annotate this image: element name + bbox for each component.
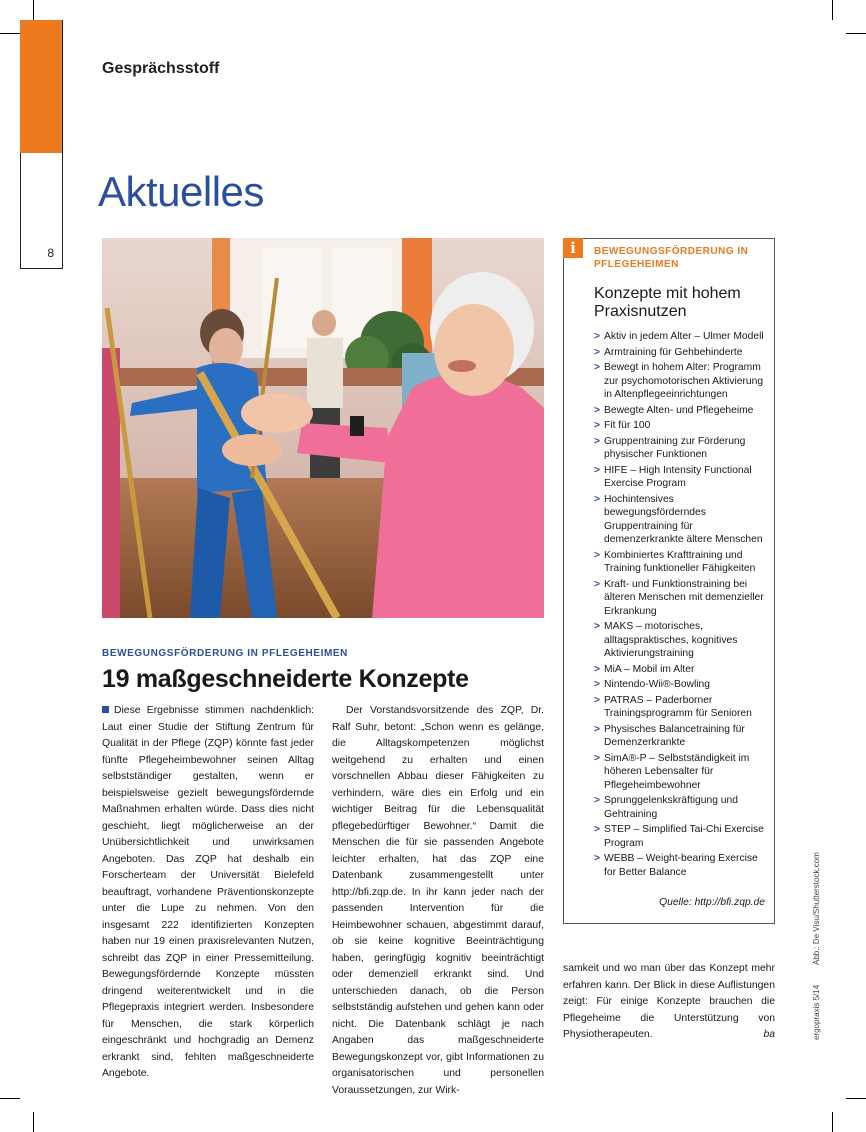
chevron-right-icon: >	[594, 404, 601, 416]
article-column-3	[563, 961, 775, 1044]
author-signature: ba	[763, 1029, 775, 1040]
chevron-right-icon: >	[594, 464, 601, 476]
article-photo	[102, 238, 544, 618]
article-headline: 19 maßgeschneiderte Konzepte	[102, 665, 469, 693]
chevron-right-icon: >	[594, 752, 601, 764]
list-item: > Bewegt in hohem Alter: Programm zur psychomotorischen Aktivierung in Altenpflegeeinrichtungen	[594, 362, 764, 400]
list-item: > Bewegte Alten- und Pflegeheime	[594, 404, 754, 416]
crop-mark	[33, 1112, 34, 1132]
start-square-icon	[102, 706, 109, 713]
article-column-1	[102, 703, 314, 1083]
chevron-right-icon: >	[594, 853, 601, 864]
chevron-right-icon: >	[594, 663, 601, 675]
list-item: > Kombiniertes Krafttraining und Training funktioneller Fähigkeiten	[594, 549, 756, 574]
list-item: > Armtraining für Gehbehinderte	[594, 346, 743, 358]
chevron-right-icon: >	[594, 362, 601, 373]
chevron-right-icon: >	[594, 694, 601, 706]
list-item: > WEBB – Weight-bearing Exercise for Better Balance	[594, 853, 758, 878]
list-item: > MiA – Mobil im Alter	[594, 663, 695, 675]
image-credit: Abb.: De Visu/Shutterstock.com	[812, 852, 821, 965]
info-box-source: Quelle: http://bfi.zqp.de	[659, 897, 765, 908]
crop-mark	[832, 0, 833, 20]
chevron-right-icon: >	[594, 824, 601, 835]
article-text: Diese Ergebnisse stimmen nachdenklich: Laut einer Studie der Stiftung Zentrum für Qualität in der Pflege (ZQP) könnte fast jeder fünfte Pflegeheimbewohner seinen Alltag selbstständiger gestalten, wenn er beispielsweise gezielt bewegungsfördernde Maßnahmen erhalten würde. Dass dies nicht geschieht, liegt möglicherweise an der Unübersichtlichkeit und unwirksamen Angeboten. Das ZQP hat deshalb ein Forscherteam der Universität Bielefeld beauftragt, vorhandene Präventionskonzepte unter die Lupe zu nehmen. Von den insgesamt 222 identifizierten Konzepten haben nur 19 einen praxisrelevanten Nutzen, schreibt das ZQP in einer Pressemitteilung. Bewegungsfördernde Konzepte müssten dringend weiterentwickelt und in die Pflegepraxis integriert werden. Insbesondere für Menschen, die stark körperlich eingeschränkt und hochgradig an Demenz erkrankt sind, fehlten maßgeschneiderte Angebote.	[102, 705, 314, 1079]
crop-mark	[846, 33, 866, 34]
crop-mark	[33, 0, 34, 20]
chevron-right-icon: >	[594, 435, 601, 447]
chevron-right-icon: >	[594, 723, 601, 735]
chevron-right-icon: >	[594, 493, 601, 505]
chevron-right-icon: >	[594, 621, 601, 632]
article-kicker: BEWEGUNGSFÖRDERUNG IN PFLEGEHEIMEN	[102, 648, 348, 659]
list-item: > HIFE – High Intensity Functional Exercise Program	[594, 464, 752, 489]
chevron-right-icon: >	[594, 679, 601, 690]
crop-mark	[846, 1098, 866, 1099]
list-item: > Hochintensives bewegungsförderndes Gruppentraining für demenzerkrankte ältere Menschen	[594, 493, 763, 545]
concept-list	[594, 330, 769, 881]
list-item: > SimA®-P – Selbstständigkeit im höheren Lebensalter für Pflegeheimbewohner	[594, 752, 750, 791]
list-item: > STEP – Simplified Tai-Chi Exercise Program	[594, 824, 764, 849]
chevron-right-icon: >	[594, 795, 601, 806]
chevron-right-icon: >	[594, 420, 601, 431]
list-item: > Fit für 100	[594, 420, 651, 431]
chevron-right-icon: >	[594, 578, 601, 590]
chevron-right-icon: >	[594, 549, 601, 561]
page-number: 8	[47, 246, 54, 260]
list-item: > PATRAS – Paderborner Trainingsprogramm für Senioren	[594, 694, 752, 719]
margin-rule	[62, 20, 63, 268]
chevron-right-icon: >	[594, 346, 601, 358]
page-title: Aktuelles	[98, 168, 264, 215]
article-column-2	[332, 703, 544, 1099]
list-item: > Nintendo-Wii®-Bowling	[594, 679, 711, 690]
section-heading: Gesprächsstoff	[102, 60, 220, 77]
info-box-title: Konzepte mit hohem Praxisnutzen	[594, 285, 741, 320]
list-item: > MAKS – motorisches, alltagspraktisches, kognitives Aktivierungstraining	[594, 621, 738, 659]
list-item: > Gruppentraining zur Förderung physischer Funktionen	[594, 435, 746, 460]
info-box-kicker: BEWEGUNGSFÖRDERUNG IN PFLEGEHEIMEN	[594, 246, 749, 270]
info-icon: i	[563, 238, 583, 258]
section-color-tab	[20, 20, 63, 153]
seniors-exercise-photo	[102, 238, 544, 618]
list-item: > Physisches Balancetraining für Demenzerkrankte	[594, 723, 745, 748]
list-item: > Kraft- und Funktionstraining bei älteren Menschen mit demenzieller Erkrankung	[594, 578, 764, 617]
page-number-rule	[20, 268, 63, 269]
article-text: samkeit und wo man über das Konzept mehr erfahren kann. Der Blick in diese Auflistungen zeigt: Für einige Konzepte brauchen die Pflegeheime die Unterstützung von Physiotherapeuten.	[563, 963, 775, 1040]
list-item: > Aktiv in jedem Alter – Ulmer Modell	[594, 331, 764, 342]
article-text: Der Vorstandsvorsitzende des ZQP, Dr. Ralf Suhr, betont: „Schon wenn es gelänge, die Alltagskompetenzen möglichst weitgehend zu erhalten und einen vorschnellen Abbau dieser Fähigkeiten zu verhindern, wäre dies ein Erfolg und ein wichtiger Beitrag für die Lebensqualität pflegebedürftiger Bewohner.“ Damit die Menschen die für sie passenden Angebote leichter erhalten, hat das ZQP eine Datenbank zusammengestellt unter http://bfi.zqp.de. In ihr kann jeder nach der passenden Intervention für die Heimbewohner schauen, abgestimmt darauf, ob sie keine kognitive Beeinträchtigung haben, geringfügig kognitiv beeinträchtigt oder demenziell erkrankt sind. Und unterschieden danach, ob die Person selbstständig aufstehen und gehen kann oder nicht. Die Datenbank schlägt je nach Angaben das maßgeschneiderte Bewegungskonzept vor, gibt Informationen zu organisatorischen und personellen Voraussetzungen, zur Wirk-	[332, 705, 544, 1096]
journal-issue: ergopraxis 5/14	[812, 984, 821, 1040]
crop-mark	[0, 33, 20, 34]
crop-mark	[832, 1112, 833, 1132]
crop-mark	[0, 1098, 20, 1099]
list-item: > Sprunggelenkskräftigung und Gehtraining	[594, 795, 738, 820]
chevron-right-icon: >	[594, 331, 601, 342]
